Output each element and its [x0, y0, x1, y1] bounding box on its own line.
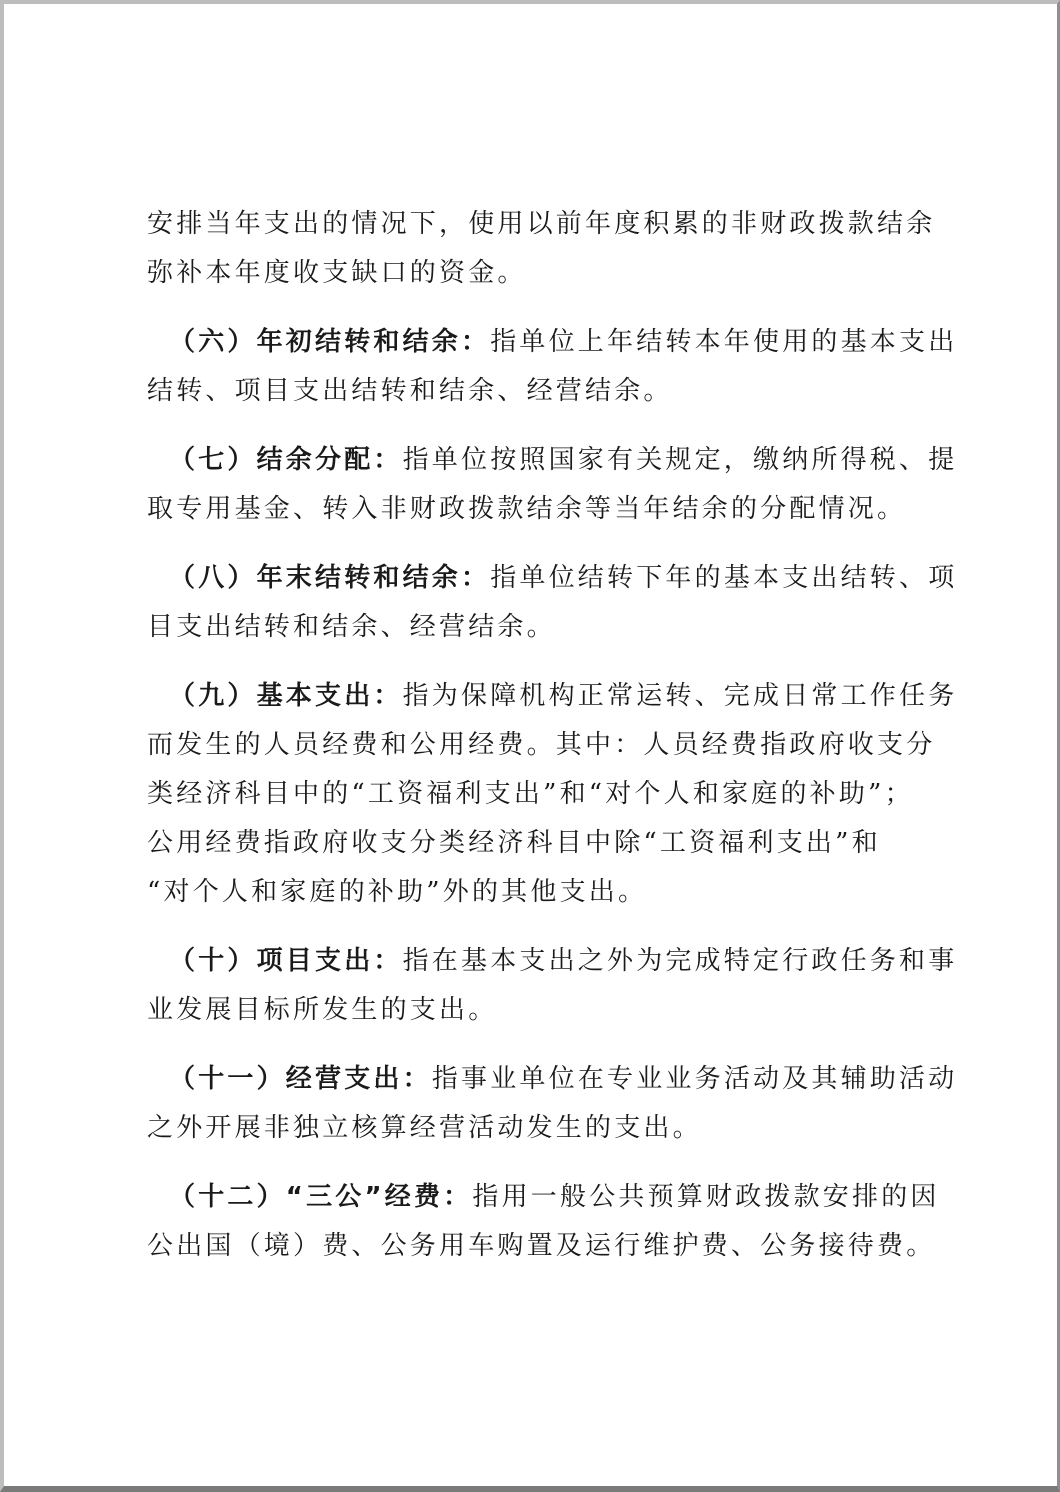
paragraph-9 [147, 672, 958, 917]
paragraph-first-line [147, 1173, 947, 1222]
paragraph-text: 指单位上年结转本年使用的基本支出 [490, 327, 958, 357]
paragraph-line: 目支出结转和结余、经营结余。 [147, 612, 556, 642]
paragraph-text: 指单位按照国家有关规定，缴纳所得税、提 [402, 445, 958, 475]
paragraph-text: 指单位结转下年的基本支出结转、项 [490, 563, 958, 593]
paragraph-line: 弥补本年度收支缺口的资金。 [147, 258, 527, 288]
term-heading: （七）结余分配： [169, 445, 403, 475]
paragraph-8 [147, 554, 958, 652]
paragraph-line: 安排当年支出的情况下，使用以前年度积累的非财政拨款结余 [147, 209, 936, 239]
paragraph-line: 业发展目标所发生的支出。 [147, 995, 498, 1025]
paragraph-first-line [147, 1055, 958, 1104]
paragraph-11 [147, 1055, 958, 1153]
document-body [147, 200, 958, 1291]
paragraph-first-line [147, 672, 958, 721]
paragraph-first-line [147, 554, 958, 603]
paragraph-6 [147, 318, 958, 416]
paragraph-first-line [147, 318, 958, 367]
paragraph-line: 公出国（境）费、公务用车购置及运行维护费、公务接待费。 [147, 1231, 936, 1261]
paragraph-line: 结转、项目支出结转和结余、经营结余。 [147, 376, 673, 406]
paragraph-line: 公用经费指政府收支分类经济科目中除“工资福利支出”和 [147, 828, 881, 858]
term-heading: （十）项目支出： [169, 946, 403, 976]
paragraph-continuation [147, 200, 947, 298]
paragraph-10 [147, 937, 958, 1035]
paragraph-text: 指事业单位在专业业务活动及其辅助活动 [431, 1064, 958, 1094]
paragraph-first-line [147, 937, 958, 986]
paragraph-text: 指在基本支出之外为完成特定行政任务和事 [402, 946, 958, 976]
term-heading: （十一）经营支出： [169, 1064, 432, 1094]
paragraph-line: “对个人和家庭的补助”外的其他支出。 [147, 877, 648, 907]
paragraph-line: 类经济科目中的“工资福利支出”和“对个人和家庭的补助”； [147, 779, 914, 809]
term-heading: （十二）“三公”经费： [169, 1182, 473, 1212]
paragraph-12 [147, 1173, 947, 1271]
paragraph-7 [147, 436, 958, 534]
paragraph-text: 指为保障机构正常运转、完成日常工作任务 [402, 681, 958, 711]
paragraph-first-line [147, 436, 958, 485]
paragraph-line: 而发生的人员经费和公用经费。其中：人员经费指政府收支分 [147, 730, 936, 760]
paragraph-text: 指用一般公共预算财政拨款安排的因 [472, 1182, 940, 1212]
paragraph-line: 之外开展非独立核算经营活动发生的支出。 [147, 1113, 702, 1143]
paragraph-line: 取专用基金、转入非财政拨款结余等当年结余的分配情况。 [147, 494, 907, 524]
term-heading: （九）基本支出： [169, 681, 403, 711]
term-heading: （八）年末结转和结余： [169, 563, 491, 593]
term-heading: （六）年初结转和结余： [169, 327, 491, 357]
